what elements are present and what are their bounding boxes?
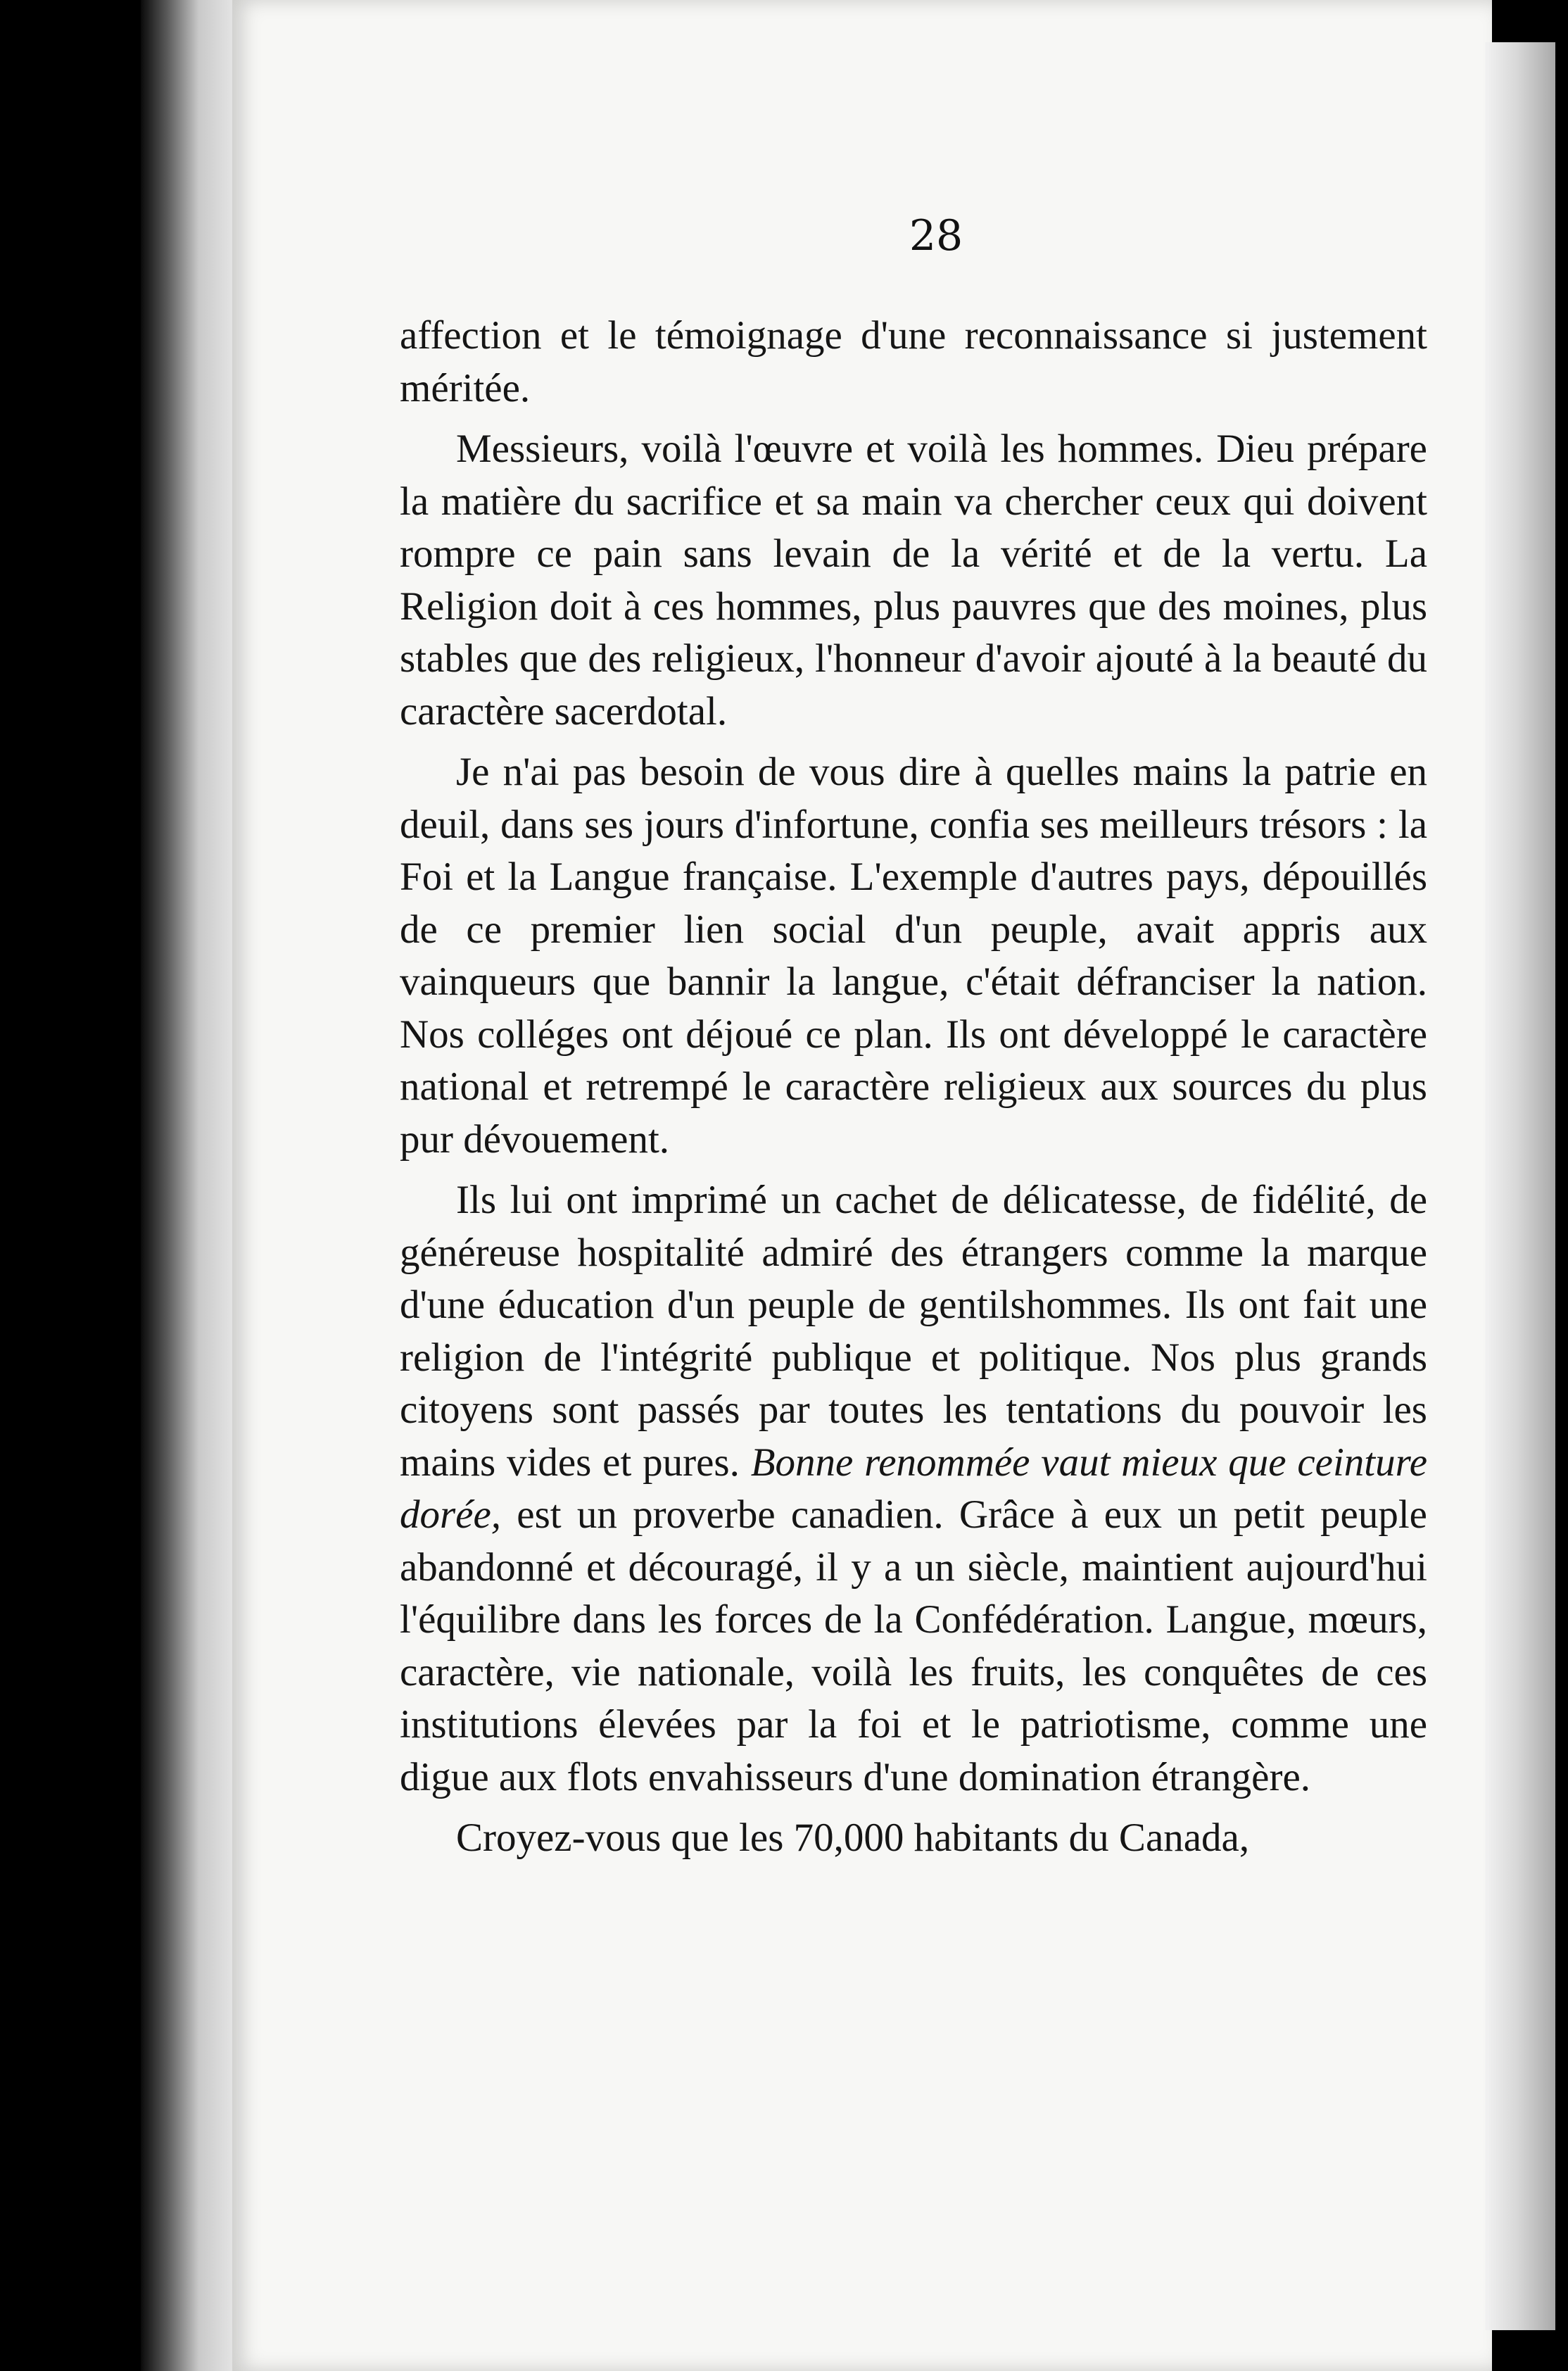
- book-spine-edge: [141, 0, 246, 2371]
- paragraph-text: est un proverbe canadien. Grâce à eux un petit peuple abandonné et découragé, il y a un siècle, maintient aujourd'hui l'équilibre dans les forces de la Confédération. Langue, mœurs, caractère, vie nationale, voilà les fruits, les conquêtes de ces institutions élevées par la foi et le patriotisme, comme une digue aux flots envahisseurs d'une domination étrangère.: [400, 1492, 1427, 1799]
- paragraph-text: Ils lui ont imprimé un cachet de délicatesse, de fidélité, de généreuse hospitalité admiré des étrangers comme la marque d'une éducation d'un peuple de gentilshommes. Ils ont fait une religion de l'intégrité publique et politique. Nos plus grands citoyens sont passés par toutes les tentations du pouvoir les mains vides et pures.: [400, 1178, 1427, 1485]
- paragraph: Croyez-vous que les 70,000 habitants du Canada,: [456, 1816, 1250, 1860]
- proverb-italic: Bonne renommée vaut mieux que ceinture dorée,: [400, 1440, 1427, 1537]
- paragraph-continuation: affection et le témoignage d'une reconnaissance si justement méritée.: [400, 313, 1427, 410]
- page-stack-edge: [1485, 42, 1555, 2330]
- paragraph: [400, 1174, 1427, 1804]
- page-number: 28: [909, 211, 963, 260]
- body-text: [400, 310, 1427, 1873]
- paragraph: Je n'ai pas besoin de vous dire à quelles mains la patrie en deuil, dans ses jours d'infortune, confia ses meilleurs trésors : la Foi et la Langue française. L'exemple d'autres pays, dépouillés de ce premier lien social d'un peuple, avait appris aux vainqueurs que bannir la langue, c'était défranciser la nation. Nos colléges ont déjoué ce plan. Ils ont développé le caractère national et retrempé le caractère religieux aux sources du plus pur dévouement.: [400, 750, 1427, 1162]
- paragraph: Messieurs, voilà l'œuvre et voilà les hommes. Dieu prépare la matière du sacrifice et sa main va chercher ceux qui doivent rompre ce pain sans levain de la vérité et de la vertu. La Religion doit à ces hommes, plus pauvres que des moines, plus stables que des religieux, l'honneur d'avoir ajouté à la beauté du caractère sacerdotal.: [400, 427, 1427, 734]
